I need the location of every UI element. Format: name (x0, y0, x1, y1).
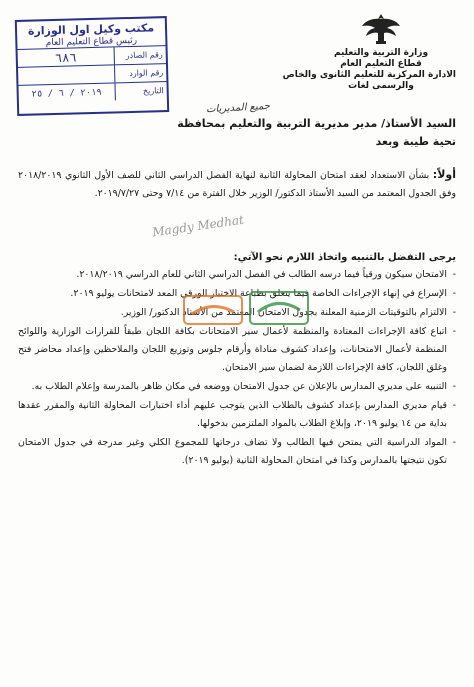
outgoing-value: ٦٨٦ (54, 49, 77, 65)
ministry-line: وزارة التربية والتعليم (333, 48, 429, 58)
list-item: - المواد الدراسية التي يمتحن فيها الطالب ولا تضاف درجاتها للمجموع الكلي وغير مدرجة في جدول الامتحان تكون نتيجتها بالمدارس وكذا في امتحان المحاولة الثانية (يوليو ٢٠١٩). (18, 434, 456, 470)
stamp-subtitle: رئيس قطاع التعليم العام (45, 35, 138, 49)
stamp-title: مكتب وكيل اول الوزارة (27, 21, 155, 38)
outgoing-label: رقم الصادر (114, 46, 166, 64)
date-value: ٢٠١٩ / ٦ / ٢٥ (31, 87, 103, 100)
office-stamp (15, 16, 169, 116)
date-label: التاريخ (114, 82, 166, 100)
list-item: - قيام مديري المدارس بإعداد كشوف بالطلاب الذين يتوجب عليهم أداء اختبارات المحاولة الثانية والمقرر عقدها بداية من ١٤ يوليو ٢٠١٩، وإبلاغ الطلاب بالمواد الملتزمين بدخولها. (18, 397, 456, 433)
site-logo-icon (182, 288, 312, 330)
ministry-line: والرسمى لغات (348, 81, 414, 91)
list-item: - اتباع كافة الإجراءات المعتادة والمنظمة لأعمال سير الامتحانات بكافة اللجان طبقاً للقرارات الوزارية واللوائح المنظمة لأعمال الامتحانات، وإعداد كشوف مناداة وأرقام جلوس وتوزيع اللجان والملاحظين وإعداد محاضر فتح وغلق اللجان، كافة الإجراءات اللازمة لضمان سير الامتحان. (18, 323, 456, 377)
eagle-emblem-icon (360, 10, 402, 46)
list-item: - الإسراع في إنهاء الإجراءات الخاصة فيما يتعلق بطباعة الاختبار الورقي المعد لامتحانات يوليو ٢٠١٩. (18, 285, 456, 303)
instructions-heading: يرجى التفضل بالتنبيه واتخاذ اللازم نحو الآتي: (233, 252, 456, 263)
subject-number: أولاً: (432, 168, 456, 181)
incoming-value (18, 74, 114, 77)
stamp-row-date (18, 81, 166, 103)
ministry-header (282, 10, 456, 92)
ministry-line: قطاع التعليم العام (340, 59, 422, 69)
watermark-text: Magdy Medhat (151, 212, 245, 240)
handwritten-note: جميع المديريات (205, 100, 271, 116)
list-item: - التنبيه على مديري المدارس بالإعلان عن جدول الامتحان ووضعه في مكان ظاهر بالمدرسة وإعلام الطلاب به. (18, 378, 456, 396)
incoming-label: رقم الوارد (114, 64, 166, 82)
list-item: - الالتزام بالتوقيتات الزمنية المعلنة بجدول الامتحان المعتمد من الأستاذ الدكتور/ الوزير. (18, 304, 456, 322)
subject-text: بشأن الاستعداد لعقد امتحان المحاولة الثانية لنهاية الفصل الدراسي الثاني للصف الأول الثانوي ٢٠١٨/٢٠١٩ وفق الجدول المعتمد من السيد الأستاذ الدكتور/ الوزير خلال الفترة من ٧/١٤ وحتى ٢٠١٩/٧/٢٧. (18, 170, 456, 199)
list-item: - الامتحان سيكون ورقياً فيما درسه الطالب في الفصل الدراسي الثاني للعام الدراسي ٢٠١٨/٢٠١٩. (18, 266, 456, 284)
ministry-line: الادارة المركزية للتعليم الثانوى والخاص (282, 70, 456, 80)
subject-paragraph (18, 166, 456, 203)
greeting: تحية طيبة وبعد (375, 135, 456, 148)
addressee: السيد الأستاذ/ مدير مديرية التربية والتعليم بمحافظة (177, 117, 456, 130)
